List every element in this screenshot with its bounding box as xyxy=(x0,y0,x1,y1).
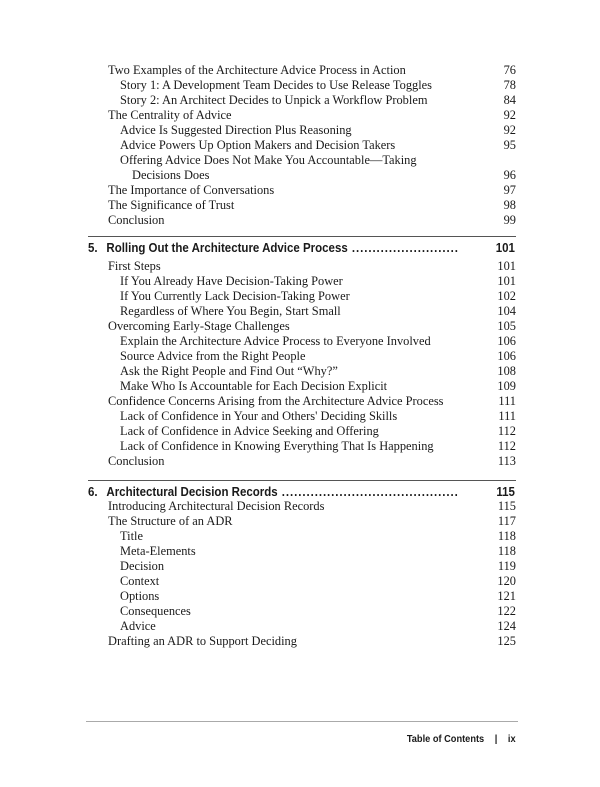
toc-entry-title: Regardless of Where You Begin, Start Small xyxy=(120,304,341,318)
toc-entry-page: 119 xyxy=(497,559,516,573)
chapter-page: 115 xyxy=(496,485,515,499)
toc-entry[interactable] xyxy=(108,213,516,228)
toc-entry-title: Advice Powers Up Option Makers and Decision Takers xyxy=(120,138,396,152)
footer-page-number: ix xyxy=(508,733,516,745)
toc-entry-title: Two Examples of the Architecture Advice Process in Action xyxy=(108,63,406,77)
toc-entry[interactable] xyxy=(108,183,516,198)
chapter-title: Architectural Decision Records ..... xyxy=(106,483,457,501)
toc-entry-page: 84 xyxy=(503,93,516,107)
toc-section-5 xyxy=(108,259,516,469)
toc-entry[interactable] xyxy=(108,409,516,424)
toc-entry[interactable] xyxy=(108,289,516,304)
toc-entry-title: Confidence Concerns Arising from the Architecture Advice Process xyxy=(108,394,444,408)
toc-entry-page: 108 xyxy=(497,364,516,378)
toc-entry-title: Meta-Elements xyxy=(120,544,196,558)
toc-entry[interactable] xyxy=(108,379,516,394)
toc-entry-page: 112 xyxy=(497,439,516,453)
toc-entry-page: 101 xyxy=(497,259,516,273)
toc-entry-title: Title xyxy=(120,529,143,543)
toc-entry[interactable] xyxy=(108,604,516,619)
toc-entry-title: Lack of Confidence in Your and Others' Deciding Skills xyxy=(120,409,398,423)
toc-entry-page: 115 xyxy=(497,499,516,513)
toc-entry-title: Decision xyxy=(120,559,165,573)
toc-entry[interactable] xyxy=(108,274,516,289)
toc-entry-page: 113 xyxy=(497,454,516,468)
toc-entry[interactable] xyxy=(108,153,516,168)
toc-entry-page: 111 xyxy=(498,394,516,408)
toc-entry-title: First Steps xyxy=(108,259,161,273)
toc-entry-title: Advice Is Suggested Direction Plus Reasoning xyxy=(120,123,352,137)
toc-entry[interactable] xyxy=(108,559,516,574)
toc-entry-page: 124 xyxy=(497,619,516,633)
toc-entry-page: 78 xyxy=(503,78,516,92)
toc-entry-title: The Centrality of Advice xyxy=(108,108,232,122)
toc-entry[interactable] xyxy=(108,108,516,123)
toc-entry-title: Options xyxy=(120,589,160,603)
toc-entry-page: 109 xyxy=(497,379,516,393)
toc-entry-page: 101 xyxy=(497,274,516,288)
toc-entry[interactable] xyxy=(108,138,516,153)
toc-entry-title: Conclusion xyxy=(108,454,165,468)
toc-entry-page: 99 xyxy=(503,213,516,227)
toc-entry-page: 92 xyxy=(503,108,516,122)
toc-entry[interactable] xyxy=(108,259,516,274)
toc-entry-title: Story 2: An Architect Decides to Unpick a Workflow Problem xyxy=(120,93,428,107)
toc-entry[interactable] xyxy=(108,78,516,93)
toc-entry[interactable] xyxy=(108,198,516,213)
toc-entry-page: 104 xyxy=(497,304,516,318)
toc-entry[interactable] xyxy=(108,499,516,514)
toc-entry[interactable] xyxy=(108,304,516,319)
toc-entry-page: 120 xyxy=(497,574,516,588)
toc-entry-title: Drafting an ADR to Support Deciding xyxy=(108,634,297,648)
toc-entry-title: The Structure of an ADR xyxy=(108,514,233,528)
chapter-divider xyxy=(88,236,516,237)
toc-entry-page: 118 xyxy=(497,529,516,543)
toc-entry-title: Conclusion xyxy=(108,213,165,227)
toc-entry-title: If You Currently Lack Decision-Taking Power xyxy=(120,289,350,303)
toc-entry[interactable] xyxy=(108,394,516,409)
toc-entry-title: Advice xyxy=(120,619,156,633)
toc-entry[interactable] xyxy=(108,168,516,183)
toc-entry-title: The Importance of Conversations xyxy=(108,183,275,197)
toc-entry-page: 95 xyxy=(503,138,516,152)
toc-entry-title: Overcoming Early-Stage Challenges xyxy=(108,319,290,333)
toc-entry-title: The Significance of Trust xyxy=(108,198,235,212)
chapter-title: Rolling Out the Architecture Advice Process ..... xyxy=(106,239,457,257)
toc-entry[interactable] xyxy=(108,619,516,634)
toc-entry[interactable] xyxy=(108,634,516,649)
toc-entry-page: 117 xyxy=(497,514,516,528)
toc-entry-page: 111 xyxy=(498,409,516,423)
toc-entry-title: Context xyxy=(120,574,160,588)
footer-separator: | xyxy=(495,733,498,745)
toc-entry[interactable] xyxy=(108,544,516,559)
toc-entry-page: 76 xyxy=(503,63,516,77)
toc-entry-title: Consequences xyxy=(120,604,191,618)
toc-entry-page: 92 xyxy=(503,123,516,137)
toc-entry[interactable] xyxy=(108,364,516,379)
chapter-divider xyxy=(88,480,516,481)
toc-entry-page: 106 xyxy=(497,334,516,348)
chapter-number: 6. xyxy=(88,485,98,499)
toc-entry[interactable] xyxy=(108,319,516,334)
chapter-number: 5. xyxy=(88,241,98,255)
toc-entry-page: 97 xyxy=(503,183,516,197)
toc-entry-title: Make Who Is Accountable for Each Decision Explicit xyxy=(120,379,388,393)
toc-entry-title: If You Already Have Decision-Taking Power xyxy=(120,274,343,288)
toc-entry-page: 105 xyxy=(497,319,516,333)
toc-entry-page: 106 xyxy=(497,349,516,363)
toc-entry[interactable] xyxy=(108,63,516,78)
toc-section-6 xyxy=(108,499,516,649)
toc-entry-page: 118 xyxy=(497,544,516,558)
toc-chapter-5[interactable] xyxy=(88,239,515,257)
footer-rule xyxy=(86,721,518,722)
toc-entry[interactable] xyxy=(108,424,516,439)
toc-entry-title: Lack of Confidence in Knowing Everything That Is Happening xyxy=(120,439,434,453)
toc-entry-page: 122 xyxy=(497,604,516,618)
toc-entry[interactable] xyxy=(108,349,516,364)
toc-entry-page: 102 xyxy=(497,289,516,303)
toc-entry-page: 121 xyxy=(497,589,516,603)
toc-entry[interactable] xyxy=(108,123,516,138)
toc-entry[interactable] xyxy=(108,334,516,349)
toc-entry-page: 112 xyxy=(497,424,516,438)
toc-entry[interactable] xyxy=(108,93,516,108)
toc-entry[interactable] xyxy=(108,514,516,529)
toc-entry-title: Offering Advice Does Not Make You Accountable—Taking xyxy=(120,153,417,167)
toc-entry[interactable] xyxy=(108,529,516,544)
toc-entry-page: 125 xyxy=(497,634,516,648)
toc-entry-title: Story 1: A Development Team Decides to Use Release Toggles xyxy=(120,78,432,92)
toc-entry[interactable] xyxy=(108,454,516,469)
toc-entry[interactable] xyxy=(108,574,516,589)
footer-label: Table of Contents xyxy=(407,733,485,745)
toc-section-top xyxy=(108,63,516,228)
toc-entry-title: Explain the Architecture Advice Process to Everyone Involved xyxy=(120,334,431,348)
toc-entry-page: 96 xyxy=(503,168,516,182)
toc-entry[interactable] xyxy=(108,589,516,604)
toc-entry-title: Introducing Architectural Decision Records xyxy=(108,499,325,513)
toc-entry-title: Decisions Does xyxy=(132,168,210,182)
page-footer xyxy=(407,733,516,745)
toc-entry-title: Lack of Confidence in Advice Seeking and Offering xyxy=(120,424,379,438)
toc-entry-title: Source Advice from the Right People xyxy=(120,349,306,363)
toc-entry-title: Ask the Right People and Find Out “Why?” xyxy=(120,364,338,378)
toc-entry-page: 98 xyxy=(503,198,516,212)
toc-entry[interactable] xyxy=(108,439,516,454)
chapter-page: 101 xyxy=(495,241,515,255)
